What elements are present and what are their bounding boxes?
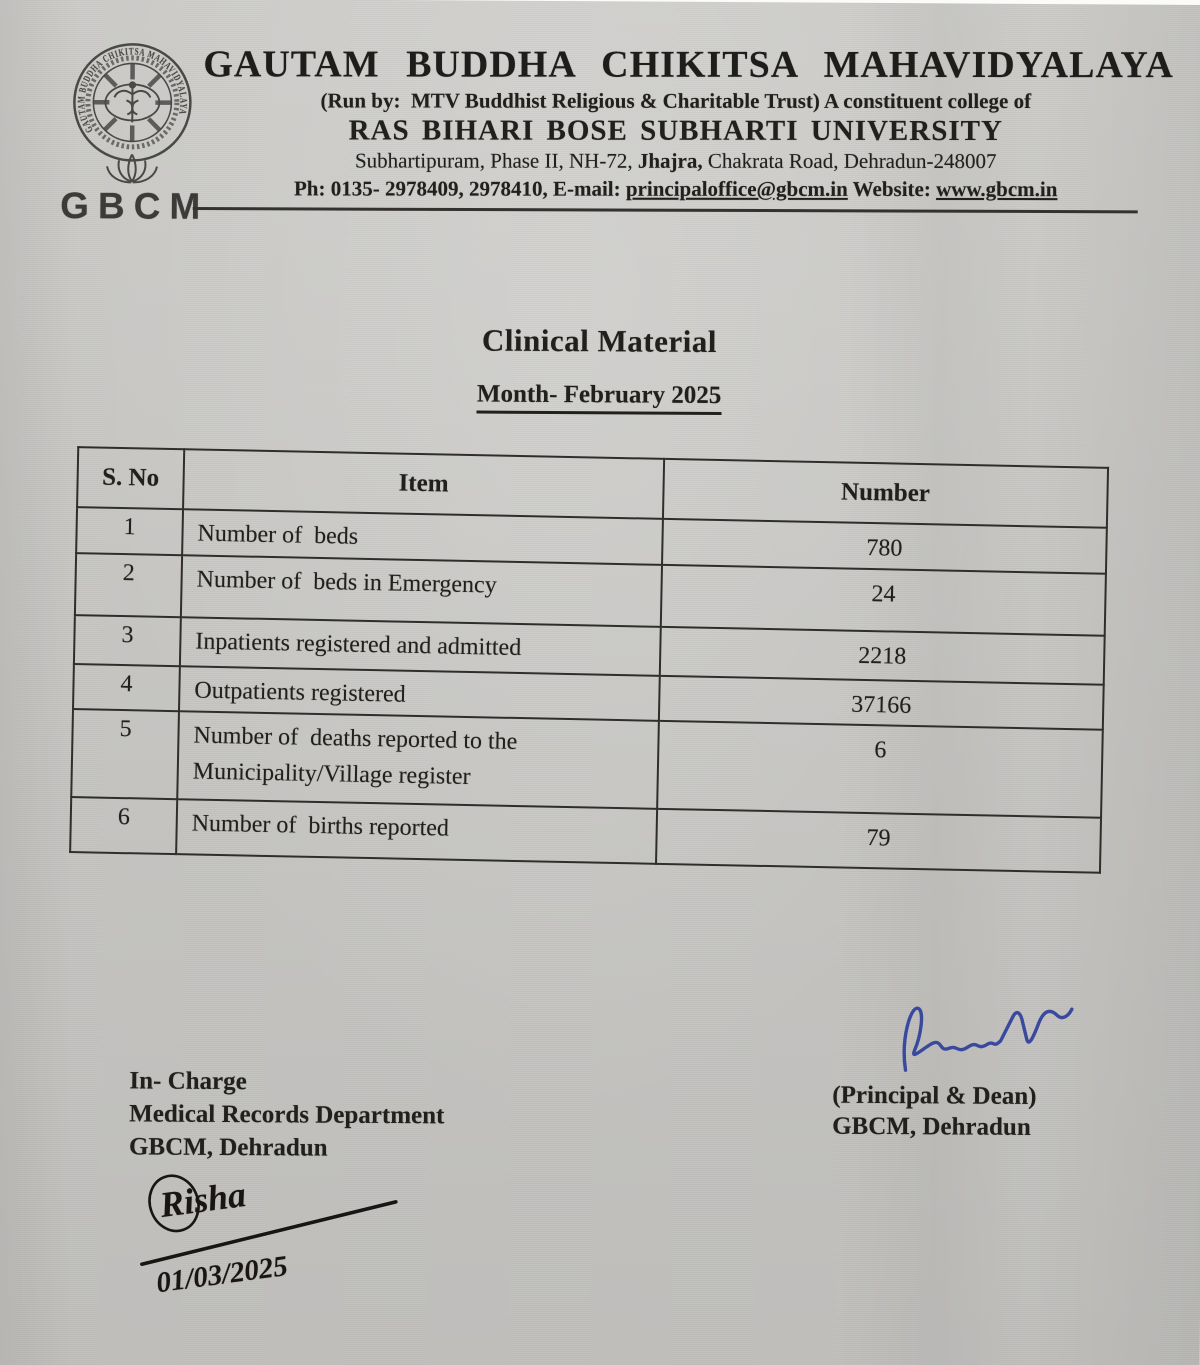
cell-number: 6 [657,721,1103,818]
cell-number: 79 [656,809,1101,873]
university-name: RAS BIHARI BOSE SUBHARTI UNIVERSITY [348,114,1003,148]
logo-acronym: GBCM [60,184,210,227]
incharge-department: Medical Records Department [129,1100,445,1130]
website-label: Website: [847,176,937,201]
principal-org: GBCM, Dehradun [832,1112,1031,1141]
cell-sno: 5 [71,709,179,799]
cell-item: Outpatients registered [179,666,660,721]
address-bold: Jhajra, [637,148,703,173]
cell-sno: 6 [70,797,177,854]
website-address: www.gbcm.in [936,176,1058,202]
address-post: Chakrata Road, Dehradun-248007 [702,148,997,174]
handwritten-signature-icon [134,1166,465,1318]
address-pre: Subhartipuram, Phase II, NH-72, [354,148,638,173]
document-title: Clinical Material [481,322,717,360]
cell-sno: 2 [75,553,182,617]
cell-sno: 4 [73,664,180,711]
document-subtitle: Month- February 2025 [477,381,722,415]
handwritten-name: Risha [157,1173,249,1226]
incharge-signature-block [129,1064,445,1165]
trust-line: (Run by: MTV Buddhist Religious & Charitable Trust) A constituent college of [320,88,1032,114]
header-cell-sno: S. No [77,447,184,509]
incharge-org: GBCM, Dehradun [128,1133,328,1162]
phone-email-label: Ph: 0135- 2978409, 2978410, E-mail: [293,176,626,201]
handwritten-date: 01/03/2025 [154,1249,290,1300]
cell-number: 780 [662,519,1107,574]
email-address: principaloffice@gbcm.in [625,176,848,201]
cell-item: Number of beds in Emergency [181,555,662,627]
cell-item: Number of deaths reported to the Municipality/Village register [177,711,659,809]
cell-item: Number of births reported [176,799,657,864]
contact-line [203,174,1148,203]
letterhead [203,41,1174,203]
principal-ink-signature-icon [890,988,1101,1077]
address-line [203,147,1148,175]
seal-text: GAUTAM BUDDHA CHIKITSA MAHAVIDYALAYA [76,46,189,135]
cell-number: 2218 [660,627,1105,685]
college-name: GAUTAM BUDDHA CHIKITSA MAHAVIDYALAYA [203,43,1174,87]
cell-sno: 1 [76,507,183,555]
clinical-material-table [69,446,1109,874]
header-cell-number: Number [663,459,1108,528]
cell-number: 37166 [659,676,1104,730]
principal-designation: (Principal & Dean) [832,1081,1037,1110]
cell-item: Number of beds [182,509,663,565]
header-divider [193,207,1138,213]
cell-item: Inpatients registered and admitted [180,617,661,676]
cell-number: 24 [661,565,1106,636]
header-cell-item: Item [183,449,664,519]
cell-sno: 3 [74,615,181,666]
principal-signature-block [832,988,1101,1144]
incharge-title: In- Charge [129,1067,247,1096]
